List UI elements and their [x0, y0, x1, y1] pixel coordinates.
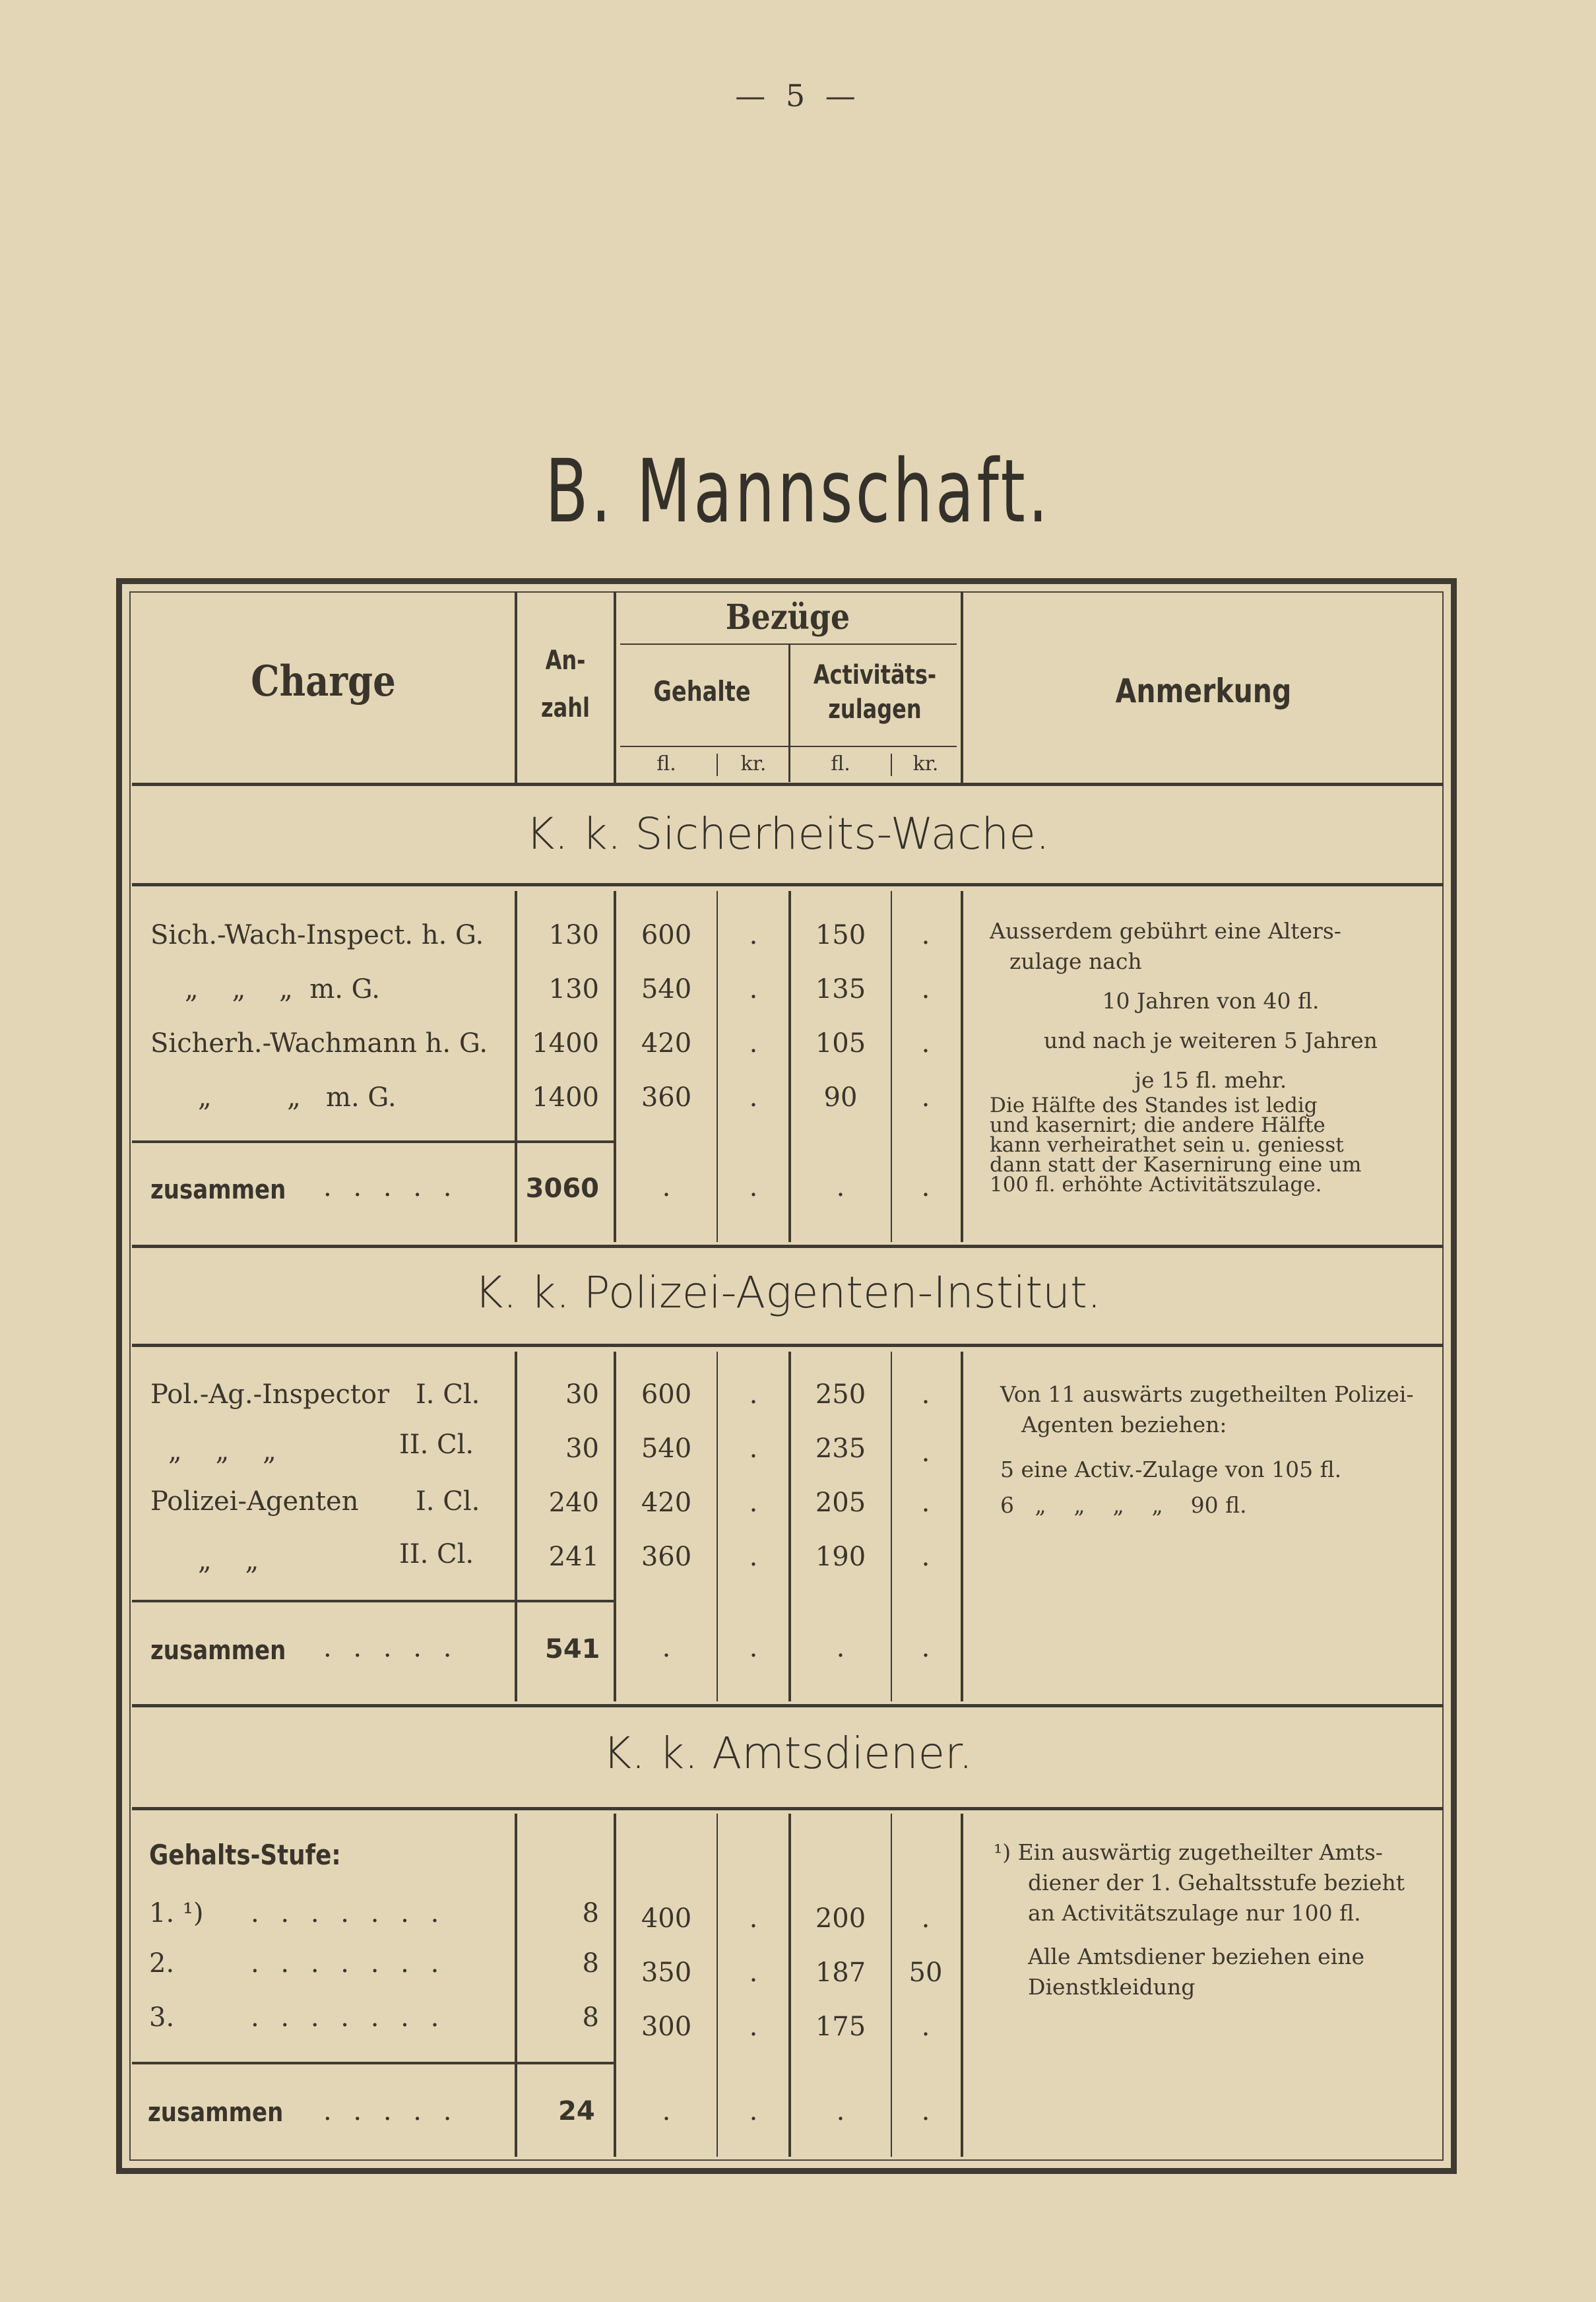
row-activ-kr: .: [921, 1028, 930, 1059]
note-line: und nach je weiteren 5 Jahren: [1044, 1028, 1378, 1053]
section-1-rule: [132, 883, 1444, 886]
header-charge: Charge: [251, 657, 396, 706]
s1-col-5: [891, 891, 892, 1242]
row-class: I. Cl.: [416, 1379, 480, 1410]
total-dots: . . . . .: [323, 2096, 459, 2126]
row-gehalt-kr: .: [749, 1903, 758, 1934]
row-activ-fl: 200: [815, 1903, 866, 1934]
section-3-rule: [132, 1807, 1444, 1810]
s2-col-3: [717, 1352, 718, 1701]
total-gehalt-kr: .: [749, 2096, 758, 2126]
header-activ-1: Activitäts-: [813, 660, 937, 690]
row-dots: . . . . . . .: [251, 1898, 446, 1928]
row-charge: „ „ m. G.: [198, 1082, 397, 1113]
s1-total-rule: [132, 1140, 614, 1143]
row-gehalt-fl: 350: [641, 1957, 692, 1988]
row-gehalt-kr: .: [749, 974, 758, 1004]
row-charge: Sich.-Wach-Inspect. h. G.: [150, 920, 484, 950]
unit-divider-1: [717, 754, 718, 776]
row-anzahl: 1400: [532, 1028, 599, 1059]
section-title-amtsdiener: K. k. Amtsdiener.: [602, 1728, 973, 1779]
row-gehalt-kr: .: [749, 2012, 758, 2042]
row-charge: „ „: [198, 1546, 259, 1576]
row-gehalt-kr: .: [749, 1028, 758, 1059]
row-gehalt-fl: 540: [641, 1433, 692, 1464]
note-line: 5 eine Activ.-Zulage von 105 fl.: [1000, 1457, 1342, 1482]
s1-col-3: [717, 891, 718, 1242]
row-gehalt-fl: 600: [641, 1379, 692, 1410]
row-activ-kr: 50: [909, 1957, 943, 1988]
row-charge: Pol.-Ag.-Inspector: [150, 1379, 390, 1410]
note-amtsdiener: [994, 1837, 1440, 2002]
gehalts-stufe-heading: Gehalts-Stufe:: [149, 1839, 341, 1871]
s2-col-1: [515, 1352, 517, 1701]
note-line: Alle Amtsdiener beziehen eine: [1028, 1944, 1365, 1969]
note-sicherheitswache: [990, 916, 1432, 1195]
col-divider-charge: [515, 591, 517, 783]
header-anzahl-1: An-: [545, 645, 586, 676]
total-dots: . . . . .: [323, 1172, 459, 1202]
row-anzahl: 8: [582, 1898, 599, 1928]
row-activ-fl: 235: [815, 1433, 866, 1464]
s2-total-rule: [132, 1600, 614, 1602]
header-bezuege: Bezüge: [725, 597, 850, 638]
s2-col-4: [788, 1352, 791, 1701]
row-activ-fl: 90: [823, 1082, 858, 1113]
total-gehalt-fl: .: [662, 2096, 671, 2126]
header-anmerkung: Anmerkung: [1115, 672, 1292, 710]
total-activ-fl: .: [836, 1633, 845, 1663]
note-line: Die Hälfte des Standes ist ledig: [990, 1094, 1318, 1117]
row-activ-kr: .: [921, 1082, 930, 1113]
row-gehalt-kr: .: [749, 920, 758, 950]
total-label: zusammen: [150, 1175, 286, 1205]
note-line: ¹) Ein auswärtig zugetheilter Amts-: [994, 1839, 1383, 1865]
row-class: II. Cl.: [399, 1539, 474, 1569]
row-activ-fl: 175: [815, 2012, 866, 2042]
row-anzahl: 130: [548, 920, 599, 950]
row-anzahl: 241: [548, 1542, 599, 1572]
row-anzahl: 8: [582, 1948, 599, 1979]
note-line: dann statt der Kasernirung eine um: [990, 1153, 1362, 1177]
row-anzahl: 30: [565, 1433, 599, 1464]
header-bottom-rule: [132, 783, 1444, 786]
row-charge: Sicherh.-Wachmann h. G.: [150, 1028, 488, 1059]
total-gehalt-fl: .: [662, 1172, 671, 1202]
note-line: Von 11 auswärts zugetheilten Polizei-: [1000, 1381, 1414, 1407]
row-dots: . . . . . . .: [251, 1948, 446, 1979]
total-dots: . . . . .: [323, 1633, 459, 1663]
row-charge: „ „ „ m. G.: [185, 974, 380, 1004]
row-gehalt-fl: 600: [641, 920, 692, 950]
section-title-sicherheitswache: K. k. Sicherheits-Wache.: [526, 808, 1050, 859]
unit-fl-2: fl.: [831, 752, 850, 775]
page-number: — 5 —: [735, 78, 861, 114]
col-divider-gehalte: [788, 643, 790, 782]
s1-col-4: [788, 891, 791, 1242]
note-line: diener der 1. Gehaltsstufe bezieht: [1028, 1870, 1405, 1895]
row-charge: 1. ¹): [149, 1898, 204, 1928]
row-anzahl: 240: [548, 1488, 599, 1518]
row-activ-kr: .: [921, 920, 930, 950]
note-polizei-agenten: [1000, 1379, 1441, 1521]
row-activ-kr: .: [921, 1437, 930, 1468]
s2-col-6: [961, 1352, 963, 1701]
note-line: 10 Jahren von 40 fl.: [1102, 988, 1320, 1014]
row-charge: Polizei-Agenten: [150, 1486, 359, 1517]
unit-kr-2: kr.: [912, 752, 939, 775]
total-gehalt-kr: .: [749, 1172, 758, 1202]
note-line: an Activitätszulage nur 100 fl.: [1028, 1900, 1361, 1926]
row-activ-fl: 150: [815, 920, 866, 950]
row-activ-kr: .: [921, 1903, 930, 1934]
s2-col-5: [891, 1352, 892, 1701]
section-1-bottom-rule: [132, 1245, 1444, 1248]
note-line: zulage nach: [1009, 948, 1142, 974]
row-gehalt-fl: 540: [641, 974, 692, 1004]
note-line: Ausserdem gebührt eine Alters-: [990, 918, 1341, 944]
row-gehalt-kr: .: [749, 1433, 758, 1464]
note-line: Agenten beziehen:: [1021, 1412, 1227, 1437]
col-divider-anzahl: [614, 591, 616, 783]
row-gehalt-kr: .: [749, 1488, 758, 1518]
s3-col-6: [961, 1814, 963, 2157]
header-anzahl-2: zahl: [541, 693, 590, 723]
s2-col-2: [614, 1352, 616, 1701]
unit-line: [620, 746, 957, 747]
note-line: Dienstkleidung: [1028, 1974, 1196, 2000]
section-2-rule: [132, 1344, 1444, 1347]
row-dots: . . . . . . .: [251, 2002, 446, 2033]
row-charge: 2.: [149, 1948, 175, 1979]
header-activ-2: zulagen: [828, 694, 922, 725]
row-gehalt-kr: .: [749, 1082, 758, 1113]
unit-fl-1: fl.: [656, 752, 676, 775]
row-gehalt-kr: .: [749, 1957, 758, 1988]
section-2-bottom-rule: [132, 1704, 1444, 1707]
row-gehalt-kr: .: [749, 1542, 758, 1572]
row-activ-fl: 135: [815, 974, 866, 1004]
total-activ-kr: .: [921, 1172, 930, 1202]
s1-col-6: [961, 891, 963, 1242]
s1-col-2: [614, 891, 616, 1242]
row-activ-fl: 190: [815, 1542, 866, 1572]
row-activ-kr: .: [921, 1542, 930, 1572]
s3-col-2: [614, 1814, 616, 2157]
row-gehalt-fl: 360: [641, 1082, 692, 1113]
total-anzahl: 541: [545, 1634, 600, 1664]
s1-col-1: [515, 891, 517, 1242]
note-line: kann verheirathet sein u. geniesst: [990, 1133, 1344, 1157]
col-divider-bezuege: [961, 591, 963, 783]
s3-total-rule: [132, 2062, 614, 2064]
row-anzahl: 130: [548, 974, 599, 1004]
s3-col-1: [515, 1814, 517, 2157]
row-activ-kr: .: [921, 974, 930, 1004]
row-charge: 3.: [149, 2002, 175, 2033]
section-title-polizei-agenten: K. k. Polizei-Agenten-Institut.: [474, 1267, 1101, 1318]
total-label: zusammen: [150, 1635, 286, 1666]
row-class: II. Cl.: [399, 1430, 474, 1460]
unit-divider-2: [891, 754, 892, 776]
total-anzahl: 3060: [525, 1173, 599, 1204]
row-gehalt-kr: .: [749, 1379, 758, 1410]
total-gehalt-kr: .: [749, 1633, 758, 1663]
row-activ-fl: 187: [815, 1957, 866, 1988]
note-line: 6 „ „ „ „ 90 fl.: [1000, 1492, 1247, 1518]
note-line: je 15 fl. mehr.: [1134, 1067, 1287, 1093]
row-gehalt-fl: 360: [641, 1542, 692, 1572]
s3-col-4: [788, 1814, 791, 2157]
row-charge: „ „ „: [168, 1436, 276, 1466]
row-activ-fl: 250: [815, 1379, 866, 1410]
row-anzahl: 8: [582, 2002, 599, 2033]
row-activ-fl: 105: [815, 1028, 866, 1059]
note-line: 100 fl. erhöhte Activitätszulage.: [990, 1173, 1322, 1197]
total-activ-fl: .: [836, 2096, 845, 2126]
row-activ-fl: 205: [815, 1488, 866, 1518]
row-class: I. Cl.: [416, 1486, 480, 1517]
row-gehalt-fl: 420: [641, 1488, 692, 1518]
s3-col-5: [891, 1814, 892, 2157]
note-line: und kasernirt; die andere Hälfte: [990, 1113, 1325, 1137]
row-activ-kr: .: [921, 1379, 930, 1410]
row-activ-kr: .: [921, 1488, 930, 1518]
total-activ-kr: .: [921, 1633, 930, 1663]
row-gehalt-fl: 300: [641, 2012, 692, 2042]
row-anzahl: 30: [565, 1379, 599, 1410]
s3-col-3: [717, 1814, 718, 2157]
header-gehalte: Gehalte: [653, 675, 751, 707]
row-anzahl: 1400: [532, 1082, 599, 1113]
row-gehalt-fl: 420: [641, 1028, 692, 1059]
total-anzahl: 24: [558, 2096, 595, 2126]
unit-kr-1: kr.: [740, 752, 767, 775]
total-activ-kr: .: [921, 2096, 930, 2126]
total-label: zusammen: [148, 2097, 284, 2128]
page-title: B. Mannschaft.: [545, 441, 1051, 543]
total-gehalt-fl: .: [662, 1633, 671, 1663]
row-gehalt-fl: 400: [641, 1903, 692, 1934]
row-activ-kr: .: [921, 2012, 930, 2042]
total-activ-fl: .: [836, 1172, 845, 1202]
